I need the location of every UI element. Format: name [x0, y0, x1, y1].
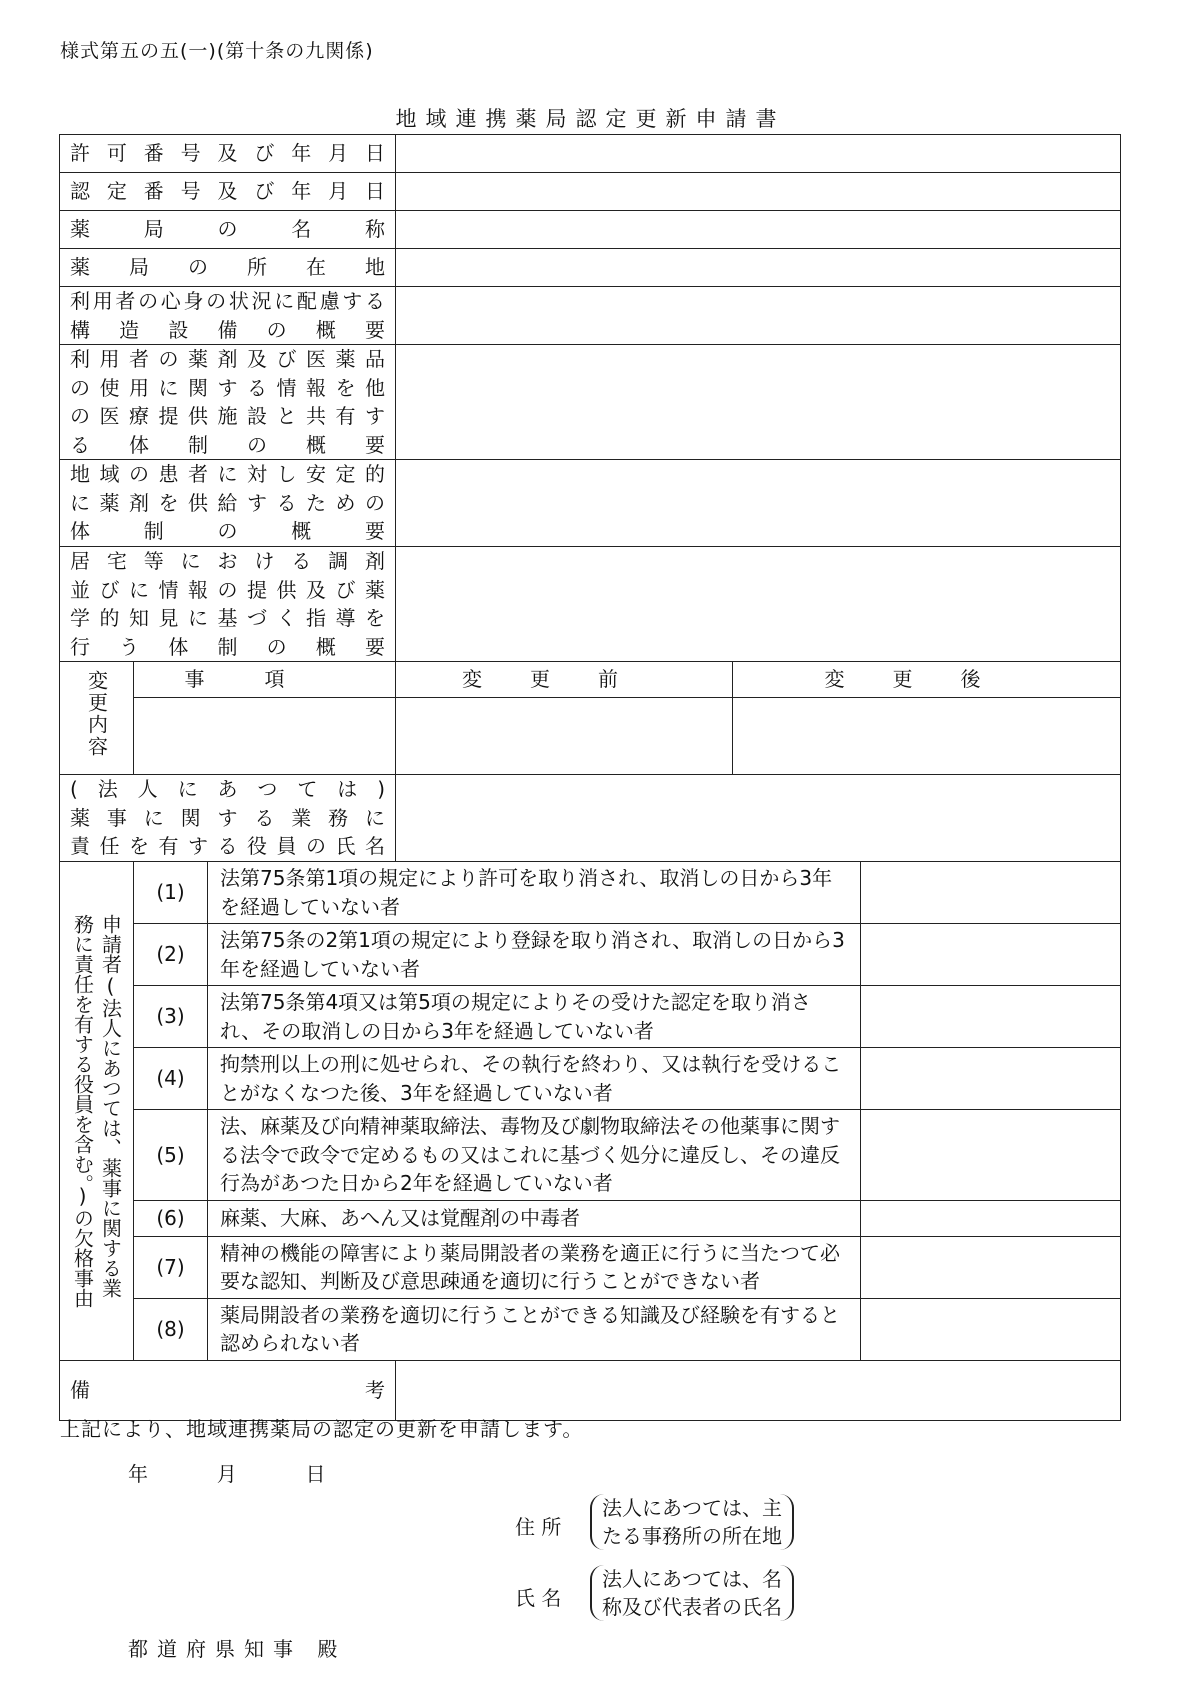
label-pharmacy-location — [60, 249, 396, 287]
label-line: 利用者の心身の状況に配慮する — [70, 289, 385, 313]
disq-row-6 — [60, 1200, 1121, 1236]
application-form-table — [59, 134, 1121, 1421]
day-label: 日 — [305, 1462, 326, 1486]
col-before-text: 変更前 — [462, 667, 666, 692]
row-officers — [60, 775, 1121, 862]
disq-row-4 — [60, 1048, 1121, 1110]
disq-answer-3[interactable] — [861, 986, 1121, 1048]
field-change-after[interactable] — [733, 698, 1121, 775]
changes-col-after — [733, 662, 1121, 698]
field-info-sharing[interactable] — [396, 345, 1121, 460]
label-officers — [60, 775, 396, 862]
row-pharmacy-name — [60, 211, 1121, 249]
name-note-line: 称及び代表者の氏名 — [602, 1595, 782, 1619]
disq-text: 法第75条の2第1項の規定により登録を取り消され、取消しの日から3年を経過していない者 — [208, 924, 861, 986]
disq-row-2 — [60, 924, 1121, 986]
disq-row-8 — [60, 1298, 1121, 1360]
disqualification-label — [60, 862, 134, 1361]
field-cert-number[interactable] — [396, 173, 1121, 211]
field-pharmacy-location[interactable] — [396, 249, 1121, 287]
address-note-line: たる事務所の所在地 — [602, 1524, 782, 1548]
disq-num: (4) — [134, 1048, 208, 1110]
disq-row-5 — [60, 1110, 1121, 1201]
disq-row-1 — [60, 862, 1121, 924]
disq-row-3 — [60, 986, 1121, 1048]
label-home-care — [60, 547, 396, 662]
label-line: 構造設備の概要 — [70, 317, 385, 342]
label-cert-number — [60, 173, 396, 211]
col-item-text: 事項 — [184, 667, 345, 692]
row-stable-supply — [60, 460, 1121, 547]
disq-num: (8) — [134, 1298, 208, 1360]
label-line: 薬局の名称 — [70, 217, 385, 242]
label-line: に薬剤を供給するための — [70, 490, 385, 515]
label-line: 薬事に関する業務に — [70, 805, 385, 830]
addressee: 都道府県知事 殿 — [128, 1637, 347, 1661]
disq-answer-1[interactable] — [861, 862, 1121, 924]
label-line: 体制の概要 — [70, 519, 385, 544]
form-identifier: 様式第五の五(一)(第十条の九関係) — [60, 40, 374, 62]
label-line: 居宅等における調剤 — [70, 549, 385, 573]
disq-text: 拘禁刑以上の刑に処せられ、その執行を終わり、又は執行を受けることがなくなつた後、3年を経過していない者 — [208, 1048, 861, 1110]
label-structure-equipment — [60, 287, 396, 345]
disq-text: 法第75条第4項又は第5項の規定によりその受けた認定を取り消され、その取消しの日から3年を経過していない者 — [208, 986, 861, 1048]
disq-answer-7[interactable] — [861, 1236, 1121, 1298]
label-line: 備考 — [70, 1377, 385, 1402]
label-line: の使用に関する情報を他 — [70, 375, 385, 400]
field-stable-supply[interactable] — [396, 460, 1121, 547]
label-remarks — [60, 1360, 396, 1420]
year-label: 年 — [128, 1462, 148, 1486]
disq-num: (1) — [134, 862, 208, 924]
disq-row-7 — [60, 1236, 1121, 1298]
label-line: 認定番号及び年月日 — [70, 179, 385, 204]
field-home-care[interactable] — [396, 547, 1121, 662]
field-change-item[interactable] — [134, 698, 396, 775]
disq-text: 法第75条第1項の規定により許可を取り消され、取消しの日から3年を経過していない者 — [208, 862, 861, 924]
field-pharmacy-name[interactable] — [396, 211, 1121, 249]
disq-answer-5[interactable] — [861, 1110, 1121, 1201]
label-info-sharing — [60, 345, 396, 460]
row-changes-header — [60, 662, 1121, 698]
disq-num: (3) — [134, 986, 208, 1048]
disq-num: (7) — [134, 1236, 208, 1298]
changes-label — [60, 662, 134, 775]
disq-answer-6[interactable] — [861, 1200, 1121, 1236]
row-info-sharing — [60, 345, 1121, 460]
name-note — [590, 1565, 794, 1621]
date-line — [128, 1458, 325, 1487]
field-permit-number[interactable] — [396, 135, 1121, 173]
field-change-before[interactable] — [396, 698, 733, 775]
disq-answer-4[interactable] — [861, 1048, 1121, 1110]
disq-text: 精神の機能の障害により薬局開設者の業務を適正に行うに当たつて必要な認知、判断及び意思疎通を適切に行うことができない者 — [208, 1236, 861, 1298]
label-stable-supply — [60, 460, 396, 547]
field-officers[interactable] — [396, 775, 1121, 862]
disq-text: 麻薬、大麻、あへん又は覚醒剤の中毒者 — [208, 1200, 861, 1236]
address-label: 住 所 — [515, 1515, 562, 1539]
row-structure-equipment — [60, 287, 1121, 345]
label-line: 許可番号及び年月日 — [70, 141, 385, 166]
declaration-text: 上記により、地域連携薬局の認定の更新を申請します。 — [60, 1417, 584, 1441]
row-cert-number — [60, 173, 1121, 211]
changes-label-text: 変更内容 — [84, 670, 109, 759]
address-note — [590, 1494, 794, 1550]
row-changes-values — [60, 698, 1121, 775]
label-line: る体制の概要 — [70, 432, 385, 457]
changes-col-before — [396, 662, 733, 698]
disq-answer-2[interactable] — [861, 924, 1121, 986]
row-home-care — [60, 547, 1121, 662]
label-line: (法人にあつては) — [70, 777, 385, 802]
row-remarks — [60, 1360, 1121, 1420]
document-title: 地域連携薬局認定更新申請書 — [395, 107, 786, 131]
disq-label-col-2: 務に責任を有する役員を含む。)の欠格事由 — [70, 913, 95, 1308]
col-after-text: 変更後 — [824, 667, 1029, 692]
address-note-line: 法人にあつては、主 — [602, 1496, 782, 1520]
disq-num: (6) — [134, 1200, 208, 1236]
name-note-line: 法人にあつては、名 — [602, 1567, 782, 1591]
field-structure-equipment[interactable] — [396, 287, 1121, 345]
label-line: 利用者の薬剤及び医薬品 — [70, 347, 385, 371]
label-line: の医療提供施設と共有す — [70, 404, 385, 428]
label-permit-number — [60, 135, 396, 173]
disq-label-col-1: 申請者(法人にあつては、薬事に関する業 — [98, 913, 123, 1298]
label-line: 責任を有する役員の氏名 — [70, 834, 385, 859]
disqualification-label-block — [60, 914, 133, 1308]
disq-text: 法、麻薬及び向精神薬取締法、毒物及び劇物取締法その他薬事に関する法令で政令で定めるもの又はこれに基づく処分に違反し、その違反行為があつた日から2年を経過していない者 — [208, 1110, 861, 1201]
disq-num: (5) — [134, 1110, 208, 1201]
label-line: 並びに情報の提供及び薬 — [70, 577, 385, 602]
name-label: 氏 名 — [515, 1586, 562, 1610]
disq-num: (2) — [134, 924, 208, 986]
label-line: 地域の患者に対し安定的 — [70, 462, 385, 487]
label-line: 学的知見に基づく指導を — [70, 606, 385, 630]
label-line: 薬局の所在地 — [70, 255, 385, 280]
disq-text: 薬局開設者の業務を適切に行うことができる知識及び経験を有すると認められない者 — [208, 1298, 861, 1360]
label-pharmacy-name — [60, 211, 396, 249]
field-remarks[interactable] — [396, 1360, 1121, 1420]
changes-col-item — [134, 662, 396, 698]
row-pharmacy-location — [60, 249, 1121, 287]
month-label: 月 — [216, 1462, 237, 1486]
label-line: 行う体制の概要 — [70, 634, 385, 659]
disq-answer-8[interactable] — [861, 1298, 1121, 1360]
row-permit-number — [60, 135, 1121, 173]
